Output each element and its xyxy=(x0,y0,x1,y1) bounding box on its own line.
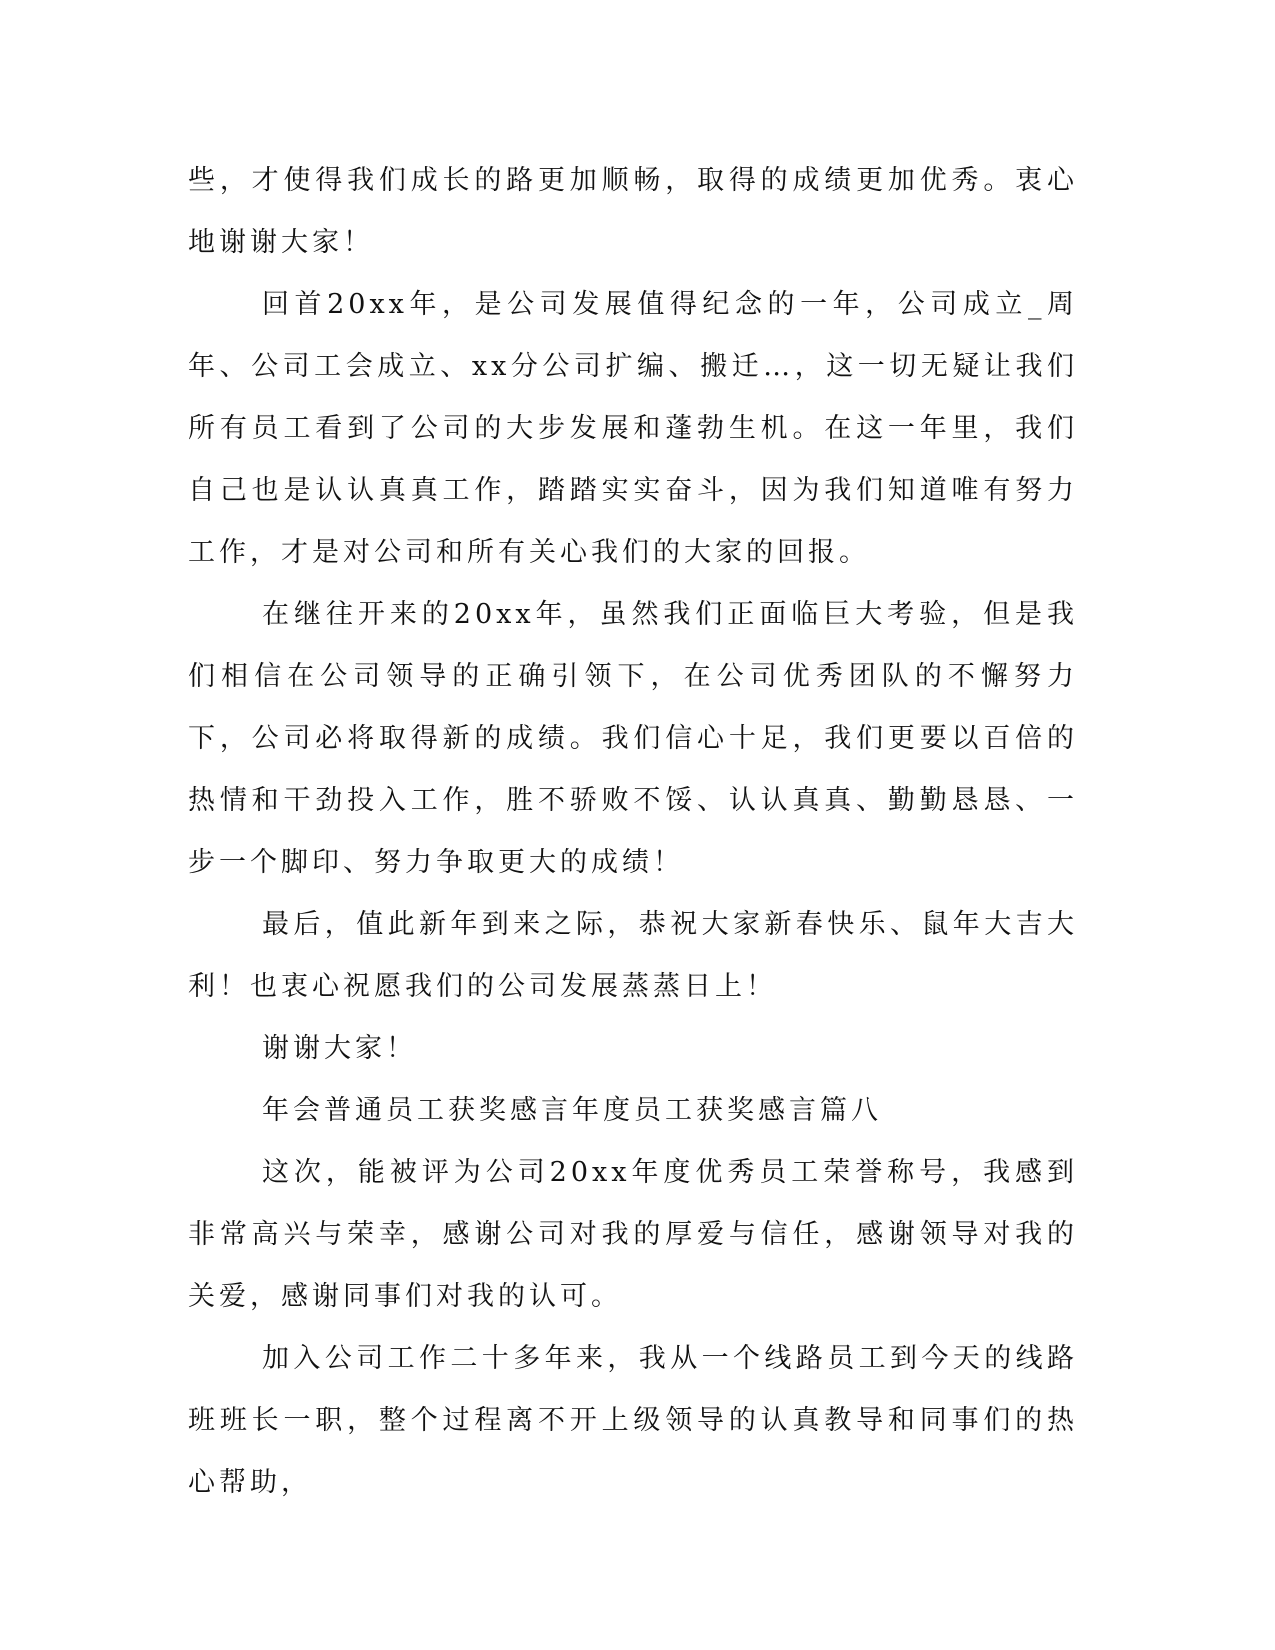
paragraph-future-outlook: 在继往开来的20xx年，虽然我们正面临巨大考验，但是我们相信在公司领导的正确引领下，在公司优秀团队的不懈努力下，公司必将取得新的成绩。我们信心十足，我们更要以百倍的热情和干劲投入工作，胜不骄败不馁、认认真真、勤勤恳恳、一步一个脚印、努力争取更大的成绩！ xyxy=(188,599,1078,878)
paragraph-review-year: 回首20xx年，是公司发展值得纪念的一年，公司成立_周年、公司工会成立、xx分公司扩编、搬迁…，这一切无疑让我们所有员工看到了公司的大步发展和蓬勃生机。在这一年里，我们自己也是认认真真工作，踏踏实实奋斗，因为我们知道唯有努力工作，才是对公司和所有关心我们的大家的回报。 xyxy=(188,289,1078,568)
paragraph-award-honor: 这次，能被评为公司20xx年度优秀员工荣誉称号，我感到非常高兴与荣幸，感谢公司对我的厚爱与信任，感谢领导对我的关爱，感谢同事们对我的认可。 xyxy=(188,1157,1078,1312)
paragraph-career: 加入公司工作二十多年来，我从一个线路员工到今天的线路班班长一职，整个过程离不开上级领导的认真教导和同事们的热心帮助， xyxy=(188,1343,1078,1498)
paragraph-continuation: 些，才使得我们成长的路更加顺畅，取得的成绩更加优秀。衷心地谢谢大家！ xyxy=(188,165,1078,258)
section-heading: 年会普通员工获奖感言年度员工获奖感言篇八 xyxy=(262,1095,882,1126)
paragraph-new-year-wishes: 最后，值此新年到来之际，恭祝大家新春快乐、鼠年大吉大利！也衷心祝愿我们的公司发展蒸蒸日上！ xyxy=(188,909,1078,1002)
document-page xyxy=(188,150,1078,1514)
paragraph-thanks: 谢谢大家！ xyxy=(262,1033,417,1064)
